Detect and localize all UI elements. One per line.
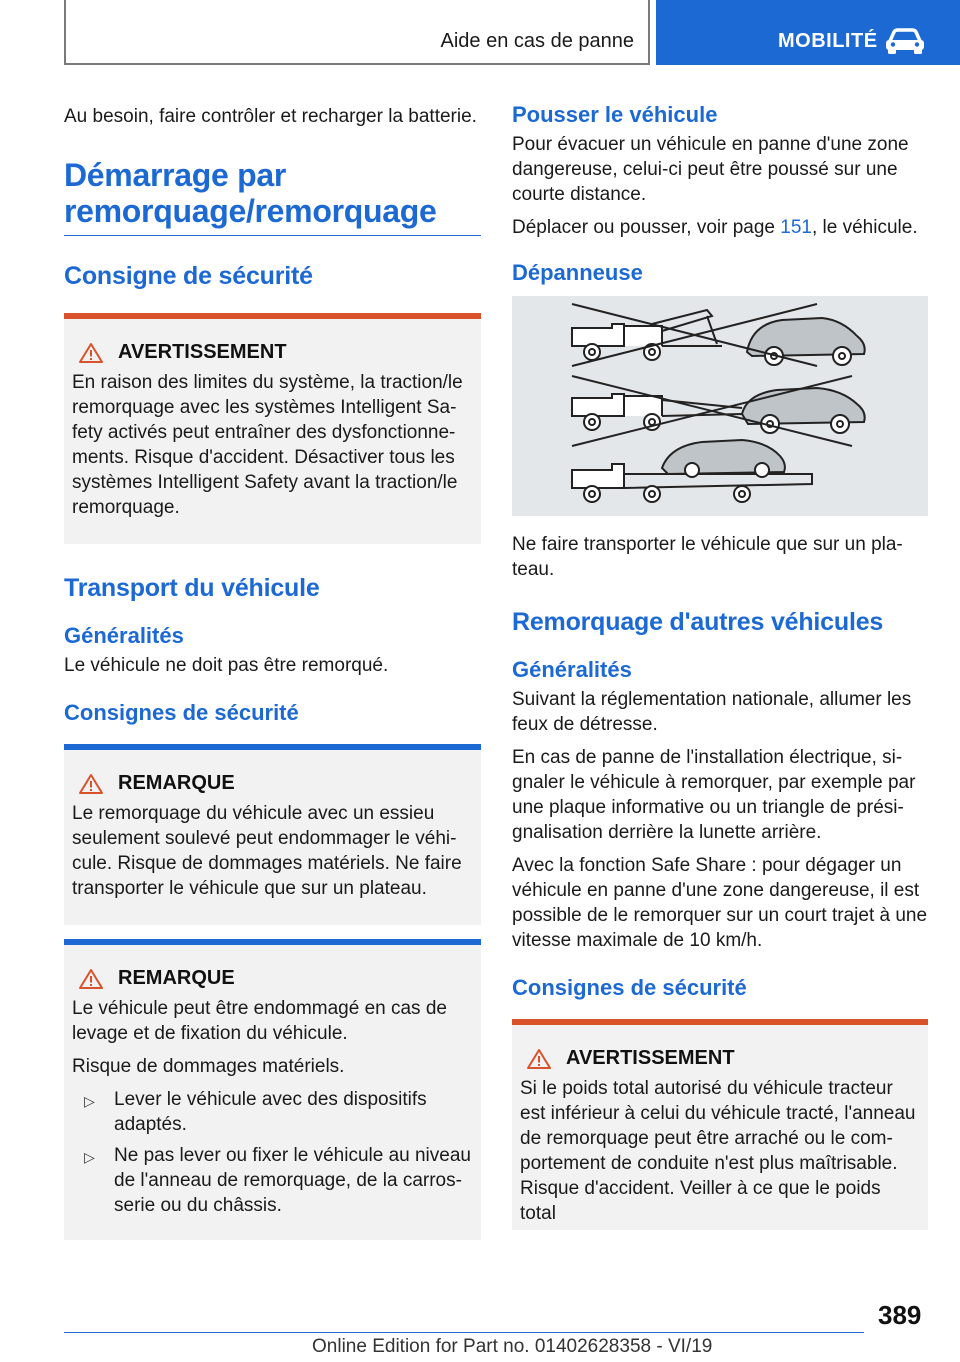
tow-truck-illustration [512, 296, 928, 516]
header-tab-mobilite[interactable] [656, 0, 960, 65]
note-label-2: REMARQUE [118, 967, 235, 989]
paragraph-electrical-failure: En cas de panne de l'installation électrique, si-gnaler le véhicule à remorquer, par exemple par une plaque informative ou un triangle de prési-gnalisation derrière la lunette arrière. [512, 747, 916, 843]
warning-triangle-icon [526, 1048, 552, 1070]
consignes-title: Consignes de sécurité [64, 700, 299, 725]
warning-triangle-icon [78, 342, 104, 364]
push-ref-after: , le véhicule. [811, 217, 918, 238]
note-text-1: Le remorquage du véhicule avec un essieu seulement soulevé peut endommager le véhi-cule. Risque de dommages matériels. Ne faire transporter le véhicule que sur un plateau. [72, 803, 462, 899]
warning-triangle-icon [78, 773, 104, 795]
note-bullet-list [72, 1087, 473, 1218]
general-title-right: Généralités [512, 657, 632, 682]
warning-box [64, 313, 481, 544]
warning-label-right: AVERTISSEMENT [566, 1047, 735, 1069]
warning-triangle-icon [78, 968, 104, 990]
bullet-triangle-icon: ▷ [84, 1149, 95, 1165]
left-column [64, 100, 481, 1240]
transport-title: Transport du véhicule [64, 574, 320, 602]
warning-label: AVERTISSEMENT [118, 341, 287, 363]
header-section-title: Aide en cas de panne [440, 30, 634, 52]
warning-head-right [520, 1047, 920, 1070]
note-box-1 [64, 744, 481, 925]
push-title: Pousser le véhicule [512, 102, 718, 127]
warning-head [72, 341, 473, 364]
page-number: 389 [878, 1300, 922, 1330]
push-ref-before: Déplacer ou pousser, voir page [512, 217, 781, 238]
list-item-text: Lever le véhicule avec des dispositifs adaptés. [114, 1089, 427, 1135]
note-head-1 [72, 772, 473, 795]
paragraph-hazard-lights: Suivant la réglementation nationale, allumer les feux de détresse. [512, 689, 912, 735]
note-head-2 [72, 967, 473, 990]
bullet-triangle-icon: ▷ [84, 1093, 95, 1109]
car-icon [884, 27, 926, 55]
tow-title: Dépanneuse [512, 260, 643, 285]
footer-divider [64, 1332, 864, 1333]
push-reference [512, 215, 928, 240]
list-item-text: Ne pas lever ou fixer le véhicule au niveau de l'anneau de remorquage, de la carros-serie ou du châssis. [114, 1145, 471, 1216]
note-label-1: REMARQUE [118, 772, 235, 794]
warning-text: En raison des limites du système, la traction/le remorquage avec les systèmes Intelligent Sa-fety activés peut entraîner des dysfonctionne-ments. Risque d'accident. Désactiver tous les systèmes Intelligent Safety avant la traction/le remorquage. [72, 372, 463, 518]
header-section-box [64, 0, 650, 65]
warning-box-right [512, 1019, 928, 1230]
right-column [512, 100, 928, 1230]
note-text-2: Le véhicule peut être endommagé en cas de levage et de fixation du véhicule. [72, 998, 447, 1044]
footer-edition: Online Edition for Part no. 01402628358 - VI/19 [312, 1336, 713, 1357]
safety-title: Consigne de sécurité [64, 262, 313, 290]
push-text: Pour évacuer un véhicule en panne d'une zone dangereuse, celui-ci peut être poussé sur une courte distance. [512, 134, 909, 205]
general-text: Le véhicule ne doit pas être remorqué. [64, 655, 389, 676]
note-box-2 [64, 939, 481, 1240]
towing-illustration [512, 296, 928, 516]
note-text-2b: Risque de dommages matériels. [72, 1056, 345, 1077]
warning-text-right: Si le poids total autorisé du véhicule tracteur est inférieur à celui du véhicule tracté, l'anneau de remorquage peut être arraché ou le com-portement de conduite n'est plus maîtrisable. Risque d'accident. Veiller à ce que le poids total [520, 1078, 916, 1224]
tow-text: Ne faire transporter le véhicule que sur un pla-teau. [512, 534, 903, 580]
paragraph-safe-share: Avec la fonction Safe Share : pour dégager un véhicule en panne d'une zone dangereuse, il est possible de le remorquer sur un court trajet à une vitesse maximale de 10 km/h. [512, 855, 928, 951]
intro-text: Au besoin, faire contrôler et recharger la batterie. [64, 106, 477, 127]
list-item [84, 1143, 473, 1218]
page-link-151[interactable]: 151 [780, 217, 812, 238]
list-item [84, 1087, 473, 1137]
general-title: Généralités [64, 623, 184, 648]
chapter-title: Démarrage par remorquage/remorquage [64, 157, 481, 236]
consignes-title-right: Consignes de sécurité [512, 975, 747, 1000]
other-vehicles-title: Remorquage d'autres véhicules [512, 608, 884, 636]
header-tab-label: MOBILITÉ [778, 30, 878, 52]
